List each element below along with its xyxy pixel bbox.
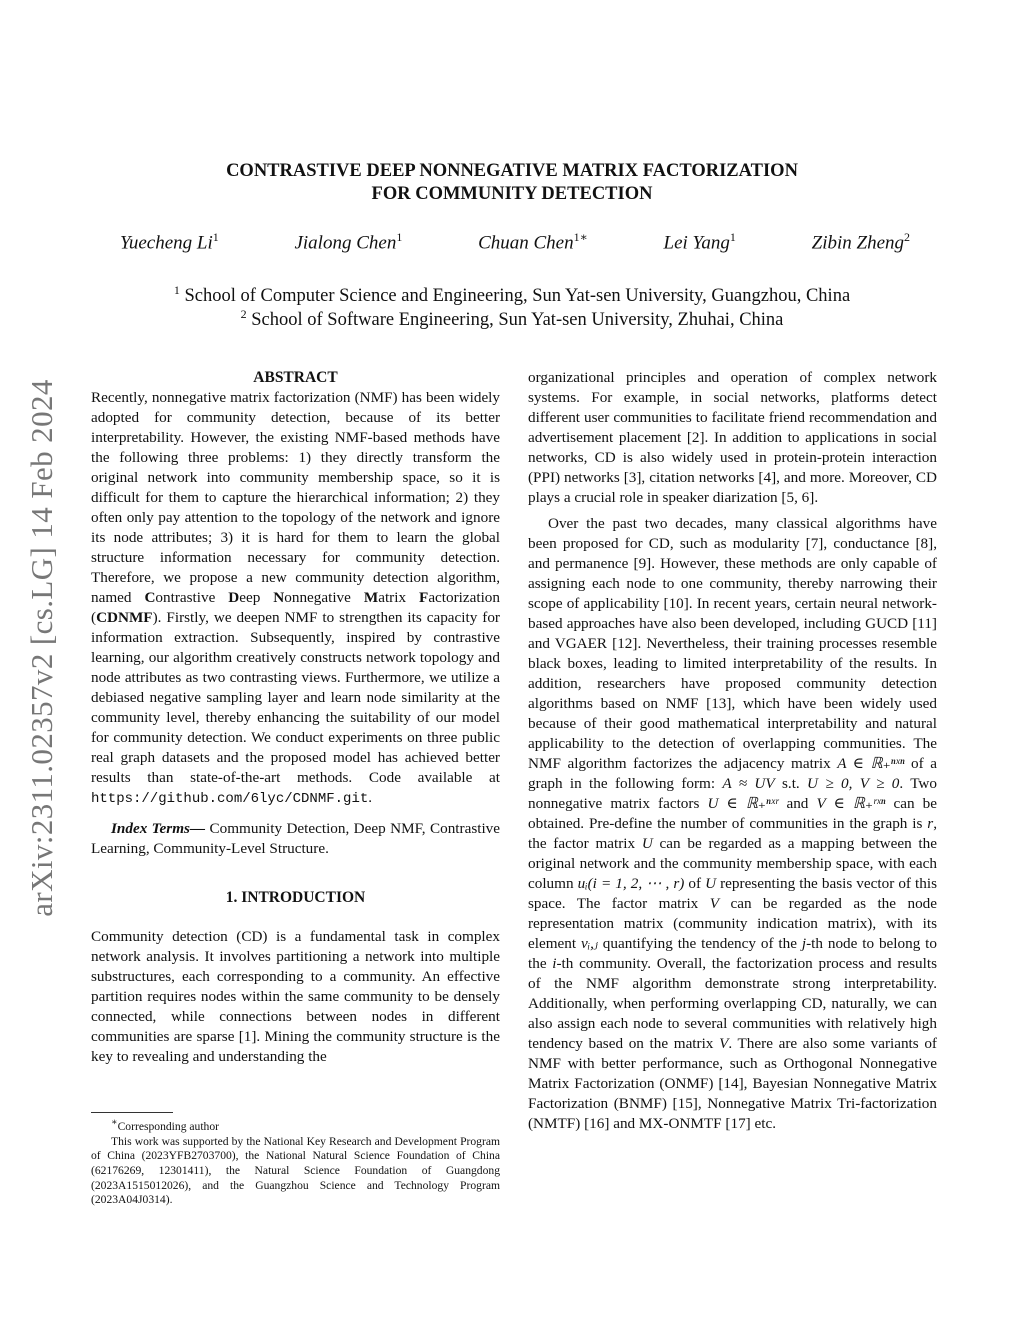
intro-heading: 1. INTRODUCTION bbox=[225, 889, 366, 906]
arxiv-id: arXiv:2311.02357v2 [cs.LG] 14 Feb 2024 bbox=[24, 378, 59, 917]
footnotes bbox=[91, 1116, 500, 1208]
affiliation-1: $^1$ School of Computer Science and Engineering, Sun Yat-sen University, Guangzhou, China bbox=[173, 283, 851, 307]
author: Zibin Zheng$^2$ bbox=[811, 230, 910, 254]
title-line-2: FOR COMMUNITY DETECTION bbox=[371, 184, 653, 204]
right-paragraph-1: organizational principles and operation of complex network systems. For example, in social networks, platforms detect different user communities to facilitate friend recommendation and advertisement placement [2]. In addition to applications in social networks, CD is also widely used in protein-protein interaction (PPI) networks [3], citation networks [4], and more. Moreover, CD plays a crucial role in speaker diarization [5, 6]. bbox=[528, 369, 937, 506]
arxiv-sidebar bbox=[21, 355, 63, 940]
corresponding-footnote: ∗Corresponding author bbox=[111, 1117, 220, 1133]
left-column bbox=[91, 368, 500, 1067]
author: Lei Yang$^1$ bbox=[663, 230, 736, 254]
right-paragraph-2: Over the past two decades, many classical algorithms have been proposed for CD, such as modularity [7], conductance [8], and permanence [9]. However, these methods are only capable of assigning each node to one community, thereby narrowing their scope of applicability [10]. In recent years, certain neural network-based approaches have also been developed, including GUCD [11] and VGAER [12]. Nevertheless, their training processes resemble black boxes, leading to limited interpretability of the results. In addition, researchers have proposed community detection algorithms based on NMF [13], which have been widely used because of their good mathematical interpretability and natural applicability to the detection of overlapping communities. The NMF algorithm factorizes the adjacency matrix A ∈ ℝ₊ⁿˣⁿ of a graph in the following form: A ≈ UV s.t. U ≥ 0, V ≥ 0. Two nonnegative matrix factors U ∈ ℝ₊ⁿˣʳ and V ∈ ℝ₊ʳˣⁿ can be obtained. Pre-define the number of communities in the graph is r, the factor matrix U can be regarded as a mapping between the original network and the community membership space, with each column uᵢ(i = 1, 2, ⋯ , r) of U representing the basis vector of this space. The factor matrix V can be regarded as the node representation matrix (community indication matrix), with its element vᵢ,ⱼ quantifying the tendency of the j-th node to belong to the i-th community. Overall, the factorization process and results of the NMF algorithm demonstrate strong interpretability. Additionally, when performing overlapping CD, naturally, we can also assign each node to several communities with relatively high tendency based on the matrix V. There are also some variants of NMF with better performance, such as Orthogonal Nonnegative Matrix Factorization (ONMF) [14], Bayesian Nonnegative Matrix Factorization (BNMF) [15], Nonnegative Matrix Tri-factorization (NMTF) [16] and MX-ONMTF [17] etc. bbox=[528, 515, 938, 1132]
author: Jialong Chen$^1$ bbox=[294, 230, 403, 254]
affiliation-2: $^2$ School of Software Engineering, Sun Yat-sen University, Zhuhai, China bbox=[240, 307, 784, 331]
paper-title bbox=[130, 160, 894, 206]
index-terms: Index Terms— Community Detection, Deep NMF, Contrastive Learning, Community-Level Structure. bbox=[91, 820, 501, 857]
code-link[interactable]: https://github.com/6lyc/CDNMF.git bbox=[91, 791, 369, 807]
author: Yuecheng Li$^1$ bbox=[120, 230, 219, 254]
author-list bbox=[120, 230, 910, 254]
footnote-rule bbox=[91, 1112, 173, 1113]
abstract-text: Recently, nonnegative matrix factorization (NMF) has been widely adopted for community detection, because of its better interpretability. However, the existing NMF-based methods have the following three problems: 1) they directly transform the original network into community membership space, so it is difficult for them to capture the hierarchical information; 2) they often only pay attention to the topology of the network and ignore its node attributes; 3) it is hard for them to learn the global structure information necessary for community detection. Therefore, we propose a new community detection algorithm, named Contrastive Deep Nonnegative Matrix Factorization (CDNMF). Firstly, we deepen NMF to strengthen its capacity for information extraction. Subsequently, inspired by contrastive learning, our algorithm creatively constructs network topology and node attributes as two contrasting views. Furthermore, we utilize a debiased negative sampling layer and learn node similarity at the community level, thereby enhancing the suitability of our model for community detection. We conduct experiments on three public real graph datasets and the proposed model has achieved better results than state-of-the-art methods. Code available at https://github.com/6lyc/CDNMF.git. bbox=[91, 389, 500, 807]
author: Chuan Chen$^{1∗}$ bbox=[478, 230, 588, 254]
intro-paragraph: Community detection (CD) is a fundamental task in complex network analysis. It involves partitioning a network into multiple substructures, each corresponding to a community. An effective partition requires nodes within the same community to be densely connected, while connections between nodes in different communities are sparse [1]. Mining the community structure is the key to revealing and understanding the bbox=[91, 928, 500, 1065]
right-column bbox=[528, 368, 937, 1134]
abstract-heading: ABSTRACT bbox=[253, 369, 338, 386]
funding-footnote: This work was supported by the National Key Research and Development Program of China (2023YFB2703700), the National Natural Science Foundation of China (62176269, 12301411), the Natural Science Foundation of Guangdong (2023A1515012026), and the Guangzhou Science and Technology Program (2023A04J0314). bbox=[91, 1134, 500, 1207]
title-line-1: CONTRASTIVE DEEP NONNEGATIVE MATRIX FACTORIZATION bbox=[226, 161, 798, 181]
